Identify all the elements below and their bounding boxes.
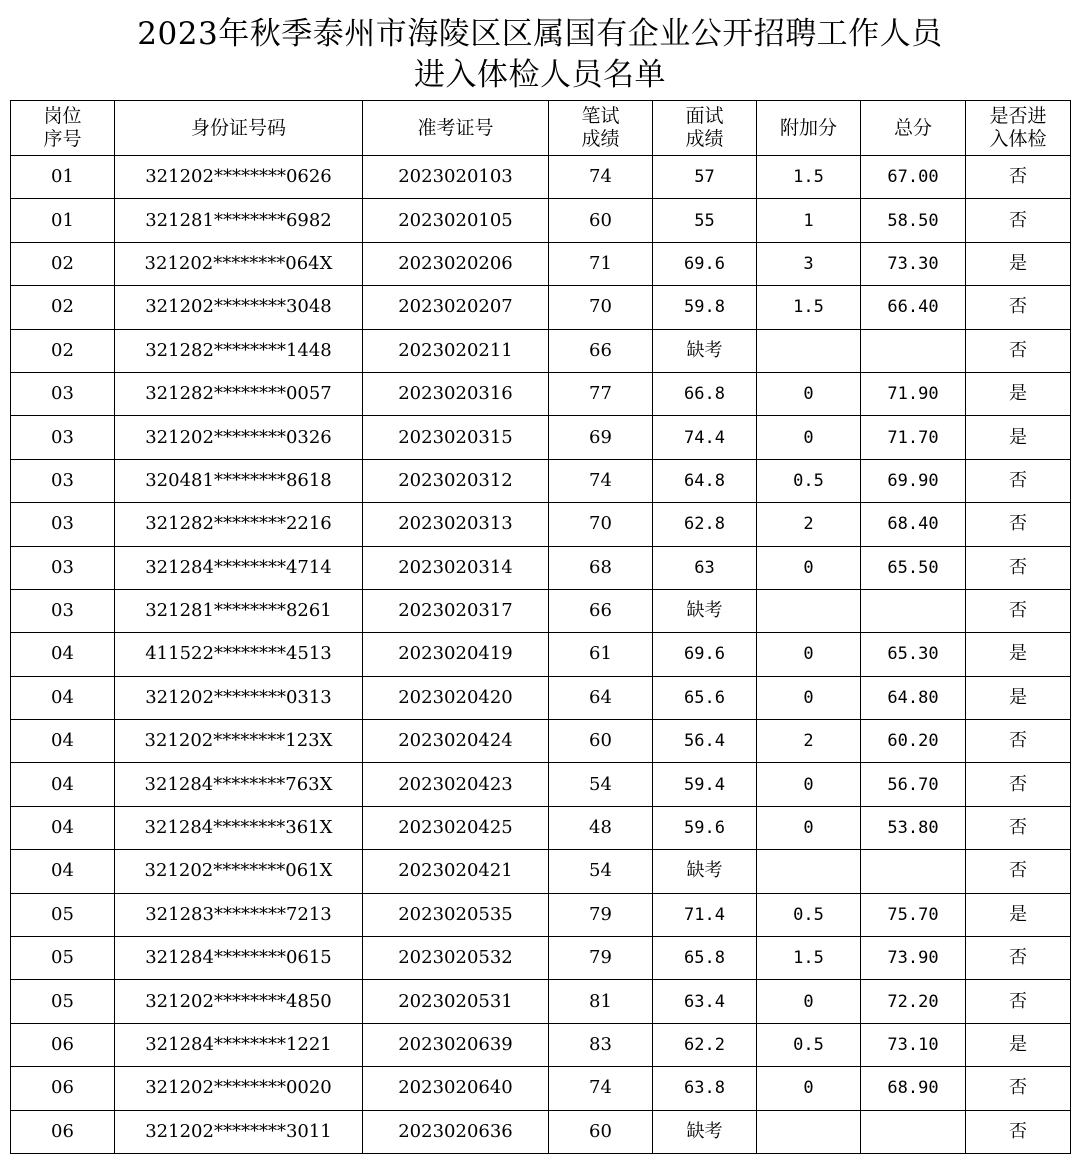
cell-total-score: 73.90 (861, 937, 966, 980)
table-row (11, 937, 1071, 980)
cell-id-number: 321202********0626 (115, 156, 363, 199)
cell-bonus-points (757, 589, 861, 632)
cell-exam-number: 2023020316 (363, 372, 549, 415)
cell-total-score: 58.50 (861, 199, 966, 242)
cell-id-number: 321284********4714 (115, 546, 363, 589)
table-row (11, 763, 1071, 806)
cell-physical-exam: 是 (966, 242, 1071, 285)
cell-total-score: 75.70 (861, 893, 966, 936)
cell-total-score: 69.90 (861, 459, 966, 502)
cell-bonus-points: 1.5 (757, 156, 861, 199)
cell-physical-exam: 否 (966, 1067, 1071, 1110)
cell-written-score: 83 (549, 1023, 653, 1066)
header-label: 附加分 (779, 116, 837, 139)
cell-written-score: 69 (549, 416, 653, 459)
cell-id-number: 411522********4513 (115, 633, 363, 676)
table-row (11, 459, 1071, 502)
header-label: 笔试 (581, 105, 620, 127)
header-label: 成绩 (581, 128, 620, 150)
cell-physical-exam: 否 (966, 199, 1071, 242)
cell-total-score: 73.30 (861, 242, 966, 285)
cell-id-number: 321282********1448 (115, 329, 363, 372)
cell-physical-exam: 否 (966, 156, 1071, 199)
cell-post-number: 06 (11, 1067, 115, 1110)
cell-bonus-points (757, 329, 861, 372)
cell-exam-number: 2023020425 (363, 806, 549, 849)
cell-physical-exam: 否 (966, 980, 1071, 1023)
cell-post-number: 01 (11, 156, 115, 199)
header-label: 成绩 (685, 128, 724, 150)
header-row (11, 101, 1071, 156)
cell-written-score: 48 (549, 806, 653, 849)
header-label: 序号 (43, 128, 82, 150)
cell-id-number: 321202********061X (115, 850, 363, 893)
cell-post-number: 04 (11, 720, 115, 763)
cell-post-number: 02 (11, 329, 115, 372)
cell-exam-number: 2023020315 (363, 416, 549, 459)
table-row (11, 893, 1071, 936)
cell-exam-number: 2023020207 (363, 286, 549, 329)
cell-exam-number: 2023020636 (363, 1110, 549, 1153)
cell-interview-score: 74.4 (653, 416, 757, 459)
cell-written-score: 70 (549, 503, 653, 546)
cell-written-score: 74 (549, 156, 653, 199)
cell-physical-exam: 否 (966, 503, 1071, 546)
table-row (11, 546, 1071, 589)
cell-physical-exam: 是 (966, 893, 1071, 936)
table-row (11, 676, 1071, 719)
cell-post-number: 03 (11, 546, 115, 589)
cell-interview-score: 57 (653, 156, 757, 199)
cell-interview-score: 69.6 (653, 633, 757, 676)
cell-physical-exam: 否 (966, 720, 1071, 763)
cell-id-number: 321284********361X (115, 806, 363, 849)
cell-interview-score: 缺考 (653, 589, 757, 632)
cell-bonus-points: 2 (757, 720, 861, 763)
cell-bonus-points: 0 (757, 676, 861, 719)
cell-bonus-points: 1.5 (757, 286, 861, 329)
cell-post-number: 06 (11, 1023, 115, 1066)
cell-written-score: 54 (549, 850, 653, 893)
cell-written-score: 64 (549, 676, 653, 719)
header-written-score (549, 101, 653, 156)
cell-exam-number: 2023020420 (363, 676, 549, 719)
table-body (11, 156, 1071, 1154)
cell-total-score: 60.20 (861, 720, 966, 763)
table-row (11, 329, 1071, 372)
cell-exam-number: 2023020105 (363, 199, 549, 242)
cell-physical-exam: 是 (966, 676, 1071, 719)
cell-written-score: 61 (549, 633, 653, 676)
cell-total-score (861, 589, 966, 632)
cell-total-score: 72.20 (861, 980, 966, 1023)
cell-post-number: 04 (11, 850, 115, 893)
cell-post-number: 03 (11, 589, 115, 632)
cell-bonus-points: 0 (757, 806, 861, 849)
cell-exam-number: 2023020211 (363, 329, 549, 372)
cell-physical-exam: 否 (966, 806, 1071, 849)
cell-post-number: 02 (11, 286, 115, 329)
cell-exam-number: 2023020424 (363, 720, 549, 763)
cell-id-number: 321202********3011 (115, 1110, 363, 1153)
cell-id-number: 321284********1221 (115, 1023, 363, 1066)
table-row (11, 199, 1071, 242)
cell-written-score: 74 (549, 1067, 653, 1110)
cell-bonus-points: 1.5 (757, 937, 861, 980)
header-label: 岗位 (43, 105, 82, 127)
cell-physical-exam: 否 (966, 589, 1071, 632)
cell-written-score: 68 (549, 546, 653, 589)
cell-id-number: 321202********123X (115, 720, 363, 763)
cell-interview-score: 66.8 (653, 372, 757, 415)
cell-physical-exam: 是 (966, 633, 1071, 676)
cell-interview-score: 缺考 (653, 329, 757, 372)
header-exam-number (363, 101, 549, 156)
cell-interview-score: 59.4 (653, 763, 757, 806)
cell-written-score: 74 (549, 459, 653, 502)
cell-bonus-points: 0.5 (757, 459, 861, 502)
cell-interview-score: 63.4 (653, 980, 757, 1023)
cell-bonus-points: 0 (757, 372, 861, 415)
table-row (11, 980, 1071, 1023)
cell-total-score: 73.10 (861, 1023, 966, 1066)
title-line-2: 进入体检人员名单 (414, 57, 666, 93)
table-header (11, 101, 1071, 156)
cell-physical-exam: 是 (966, 1023, 1071, 1066)
cell-written-score: 60 (549, 720, 653, 763)
cell-bonus-points: 0.5 (757, 1023, 861, 1066)
cell-written-score: 79 (549, 893, 653, 936)
cell-exam-number: 2023020103 (363, 156, 549, 199)
cell-id-number: 321202********0020 (115, 1067, 363, 1110)
cell-written-score: 77 (549, 372, 653, 415)
header-label: 准考证号 (417, 116, 494, 139)
cell-post-number: 04 (11, 676, 115, 719)
cell-physical-exam: 是 (966, 372, 1071, 415)
cell-total-score: 67.00 (861, 156, 966, 199)
header-label: 面试 (685, 105, 724, 127)
cell-written-score: 71 (549, 242, 653, 285)
header-label: 身份证号码 (190, 116, 286, 139)
cell-post-number: 02 (11, 242, 115, 285)
cell-physical-exam: 否 (966, 1110, 1071, 1153)
cell-bonus-points (757, 850, 861, 893)
cell-exam-number: 2023020423 (363, 763, 549, 806)
cell-post-number: 03 (11, 459, 115, 502)
header-label: 是否进 (989, 105, 1047, 127)
cell-bonus-points: 1 (757, 199, 861, 242)
cell-interview-score: 缺考 (653, 1110, 757, 1153)
table-row (11, 720, 1071, 763)
cell-physical-exam: 否 (966, 937, 1071, 980)
cell-interview-score: 64.8 (653, 459, 757, 502)
cell-interview-score: 缺考 (653, 850, 757, 893)
cell-physical-exam: 否 (966, 459, 1071, 502)
cell-id-number: 321284********0615 (115, 937, 363, 980)
cell-written-score: 66 (549, 329, 653, 372)
cell-bonus-points: 0.5 (757, 893, 861, 936)
cell-total-score (861, 850, 966, 893)
cell-bonus-points (757, 1110, 861, 1153)
cell-id-number: 321202********0313 (115, 676, 363, 719)
cell-id-number: 321283********7213 (115, 893, 363, 936)
header-label: 总分 (893, 116, 932, 139)
cell-id-number: 321202********3048 (115, 286, 363, 329)
cell-written-score: 60 (549, 199, 653, 242)
cell-total-score (861, 329, 966, 372)
cell-post-number: 05 (11, 980, 115, 1023)
cell-post-number: 01 (11, 199, 115, 242)
cell-exam-number: 2023020535 (363, 893, 549, 936)
cell-physical-exam: 否 (966, 329, 1071, 372)
document-title (10, 14, 1070, 96)
cell-physical-exam: 否 (966, 546, 1071, 589)
cell-total-score: 71.70 (861, 416, 966, 459)
cell-exam-number: 2023020421 (363, 850, 549, 893)
cell-post-number: 05 (11, 893, 115, 936)
cell-bonus-points: 0 (757, 1067, 861, 1110)
cell-post-number: 05 (11, 937, 115, 980)
cell-total-score: 65.30 (861, 633, 966, 676)
cell-exam-number: 2023020640 (363, 1067, 549, 1110)
cell-exam-number: 2023020312 (363, 459, 549, 502)
cell-id-number: 321202********4850 (115, 980, 363, 1023)
candidate-table (10, 100, 1071, 1154)
header-total-score (861, 101, 966, 156)
table-row (11, 1023, 1071, 1066)
header-post-number (11, 101, 115, 156)
cell-post-number: 04 (11, 806, 115, 849)
cell-post-number: 06 (11, 1110, 115, 1153)
cell-total-score: 64.80 (861, 676, 966, 719)
cell-interview-score: 59.8 (653, 286, 757, 329)
cell-id-number: 321202********064X (115, 242, 363, 285)
cell-total-score: 65.50 (861, 546, 966, 589)
header-label: 入体检 (989, 128, 1047, 150)
cell-interview-score: 65.8 (653, 937, 757, 980)
cell-total-score: 68.40 (861, 503, 966, 546)
cell-id-number: 321284********763X (115, 763, 363, 806)
table-row (11, 1067, 1071, 1110)
cell-total-score: 68.90 (861, 1067, 966, 1110)
cell-total-score: 66.40 (861, 286, 966, 329)
title-line-1: 2023年秋季泰州市海陵区区属国有企业公开招聘工作人员 (137, 16, 943, 52)
cell-id-number: 321281********8261 (115, 589, 363, 632)
cell-interview-score: 59.6 (653, 806, 757, 849)
cell-id-number: 320481********8618 (115, 459, 363, 502)
cell-interview-score: 63 (653, 546, 757, 589)
table-row (11, 242, 1071, 285)
cell-written-score: 81 (549, 980, 653, 1023)
table-row (11, 1110, 1071, 1153)
cell-total-score: 71.90 (861, 372, 966, 415)
cell-exam-number: 2023020313 (363, 503, 549, 546)
cell-exam-number: 2023020317 (363, 589, 549, 632)
table-row (11, 806, 1071, 849)
table-row (11, 416, 1071, 459)
cell-written-score: 54 (549, 763, 653, 806)
cell-total-score: 53.80 (861, 806, 966, 849)
cell-exam-number: 2023020531 (363, 980, 549, 1023)
header-bonus-points (757, 101, 861, 156)
cell-written-score: 66 (549, 589, 653, 632)
cell-exam-number: 2023020532 (363, 937, 549, 980)
cell-interview-score: 55 (653, 199, 757, 242)
cell-interview-score: 62.2 (653, 1023, 757, 1066)
cell-total-score (861, 1110, 966, 1153)
cell-exam-number: 2023020419 (363, 633, 549, 676)
cell-total-score: 56.70 (861, 763, 966, 806)
table-row (11, 503, 1071, 546)
cell-written-score: 79 (549, 937, 653, 980)
cell-post-number: 03 (11, 416, 115, 459)
table-row (11, 156, 1071, 199)
table-row (11, 286, 1071, 329)
cell-physical-exam: 否 (966, 286, 1071, 329)
cell-bonus-points: 0 (757, 763, 861, 806)
cell-interview-score: 63.8 (653, 1067, 757, 1110)
cell-bonus-points: 3 (757, 242, 861, 285)
cell-post-number: 03 (11, 372, 115, 415)
header-id-number (115, 101, 363, 156)
cell-post-number: 03 (11, 503, 115, 546)
cell-bonus-points: 0 (757, 416, 861, 459)
table-row (11, 372, 1071, 415)
cell-physical-exam: 否 (966, 850, 1071, 893)
cell-written-score: 60 (549, 1110, 653, 1153)
cell-exam-number: 2023020639 (363, 1023, 549, 1066)
cell-id-number: 321281********6982 (115, 199, 363, 242)
table-row (11, 850, 1071, 893)
cell-exam-number: 2023020206 (363, 242, 549, 285)
cell-physical-exam: 否 (966, 763, 1071, 806)
cell-written-score: 70 (549, 286, 653, 329)
header-interview-score (653, 101, 757, 156)
cell-interview-score: 69.6 (653, 242, 757, 285)
cell-bonus-points: 0 (757, 980, 861, 1023)
cell-id-number: 321202********0326 (115, 416, 363, 459)
cell-id-number: 321282********2216 (115, 503, 363, 546)
cell-bonus-points: 0 (757, 633, 861, 676)
cell-interview-score: 71.4 (653, 893, 757, 936)
cell-bonus-points: 2 (757, 503, 861, 546)
cell-physical-exam: 是 (966, 416, 1071, 459)
header-physical-exam (966, 101, 1071, 156)
cell-id-number: 321282********0057 (115, 372, 363, 415)
cell-bonus-points: 0 (757, 546, 861, 589)
cell-exam-number: 2023020314 (363, 546, 549, 589)
table-row (11, 633, 1071, 676)
cell-post-number: 04 (11, 763, 115, 806)
cell-interview-score: 65.6 (653, 676, 757, 719)
cell-interview-score: 62.8 (653, 503, 757, 546)
cell-post-number: 04 (11, 633, 115, 676)
table-row (11, 589, 1071, 632)
cell-interview-score: 56.4 (653, 720, 757, 763)
